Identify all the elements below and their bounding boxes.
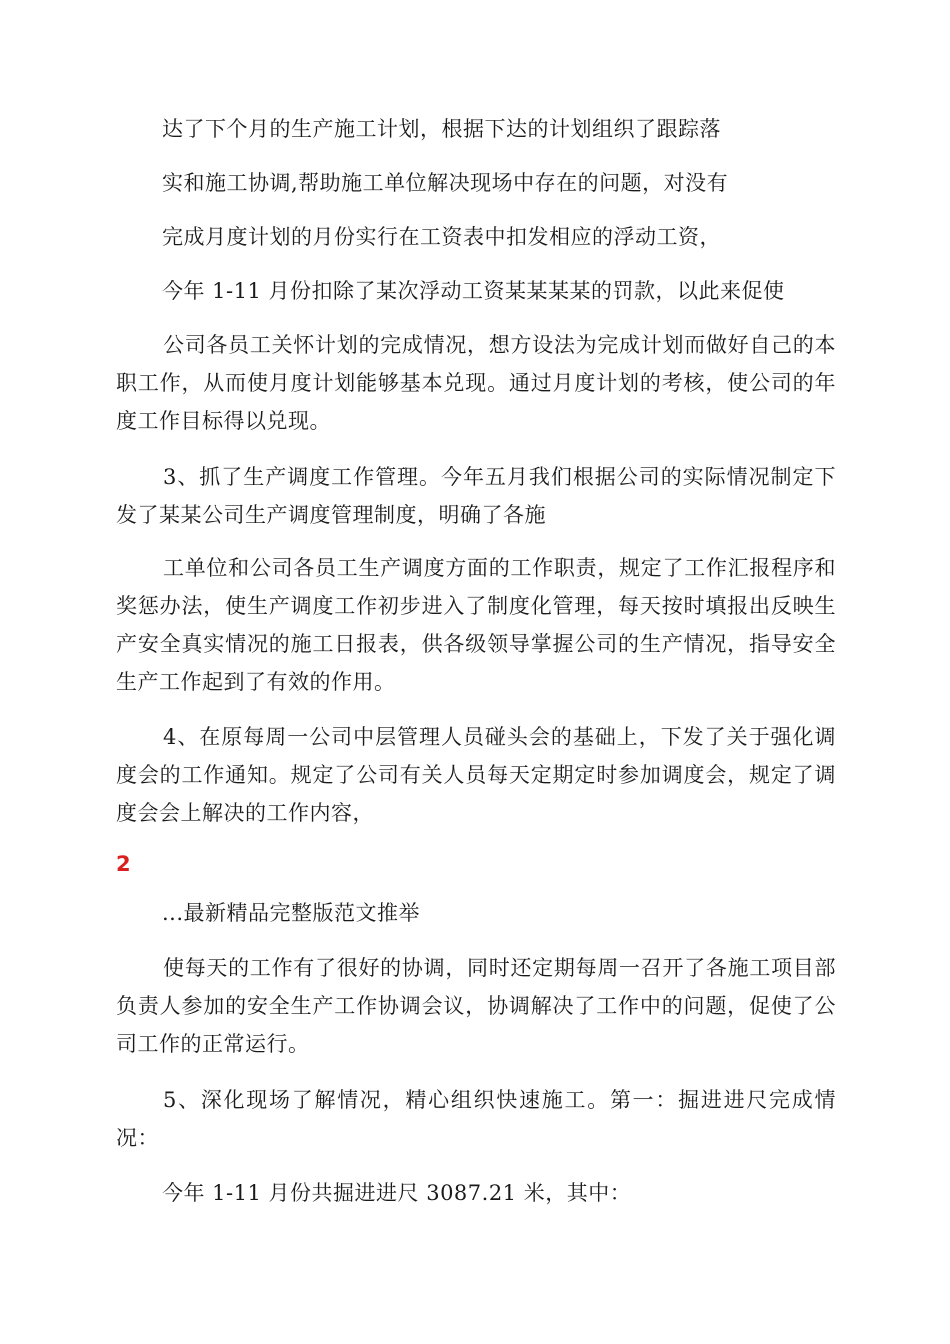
text-line-1: 达了下个月的生产施工计划，根据下达的计划组织了跟踪落 [162, 117, 721, 141]
paragraph-coordination: 使每天的工作有了很好的协调，同时还定期每周一召开了各施工项目部负责人参加的安全生产工作协调会议，协调解决了工作中的问题，促使了公司工作的正常运行。 [116, 956, 836, 1056]
page-number: 2 [116, 852, 131, 876]
text-line-3: 完成月度计划的月份实行在工资表中扣发相应的浮动工资， [162, 225, 721, 249]
text-line-footage: 今年 1-11 月份共掘进进尺 3087.21 米，其中： [162, 1181, 632, 1205]
running-head: ...最新精品完整版范文推举 [162, 901, 421, 925]
paragraph-dispatch-meeting: 4、在原每周一公司中层管理人员碰头会的基础上，下发了关于强化调度会的工作通知。规定了公司有关人员每天定期定时参加调度会，规定了调度会会上解决的工作内容， [116, 725, 836, 825]
paragraph-duties: 工单位和公司各员工生产调度方面的工作职责，规定了工作汇报程序和奖惩办法，使生产调度工作初步进入了制度化管理，每天按时填报出反映生产安全真实情况的施工日报表，供各级领导掌握公司的生产情况，指导安全生产工作起到了有效的作用。 [116, 556, 836, 694]
paragraph-dispatch-management: 3、抓了生产调度工作管理。今年五月我们根据公司的实际情况制定下发了某某公司生产调度管理制度，明确了各施 [116, 465, 836, 527]
paragraph-site-construction: 5、深化现场了解情况，精心组织快速施工。第一：掘进进尺完成情况： [116, 1088, 836, 1150]
paragraph-monthly-plan: 公司各员工关怀计划的完成情况，想方设法为完成计划而做好自己的本职工作，从而使月度计划能够基本兑现。通过月度计划的考核，使公司的年度工作目标得以兑现。 [116, 333, 836, 433]
text-line-4: 今年 1-11 月份扣除了某次浮动工资某某某某的罚款，以此来促使 [162, 279, 785, 303]
text-line-2: 实和施工协调,帮助施工单位解决现场中存在的问题，对没有 [162, 171, 729, 195]
